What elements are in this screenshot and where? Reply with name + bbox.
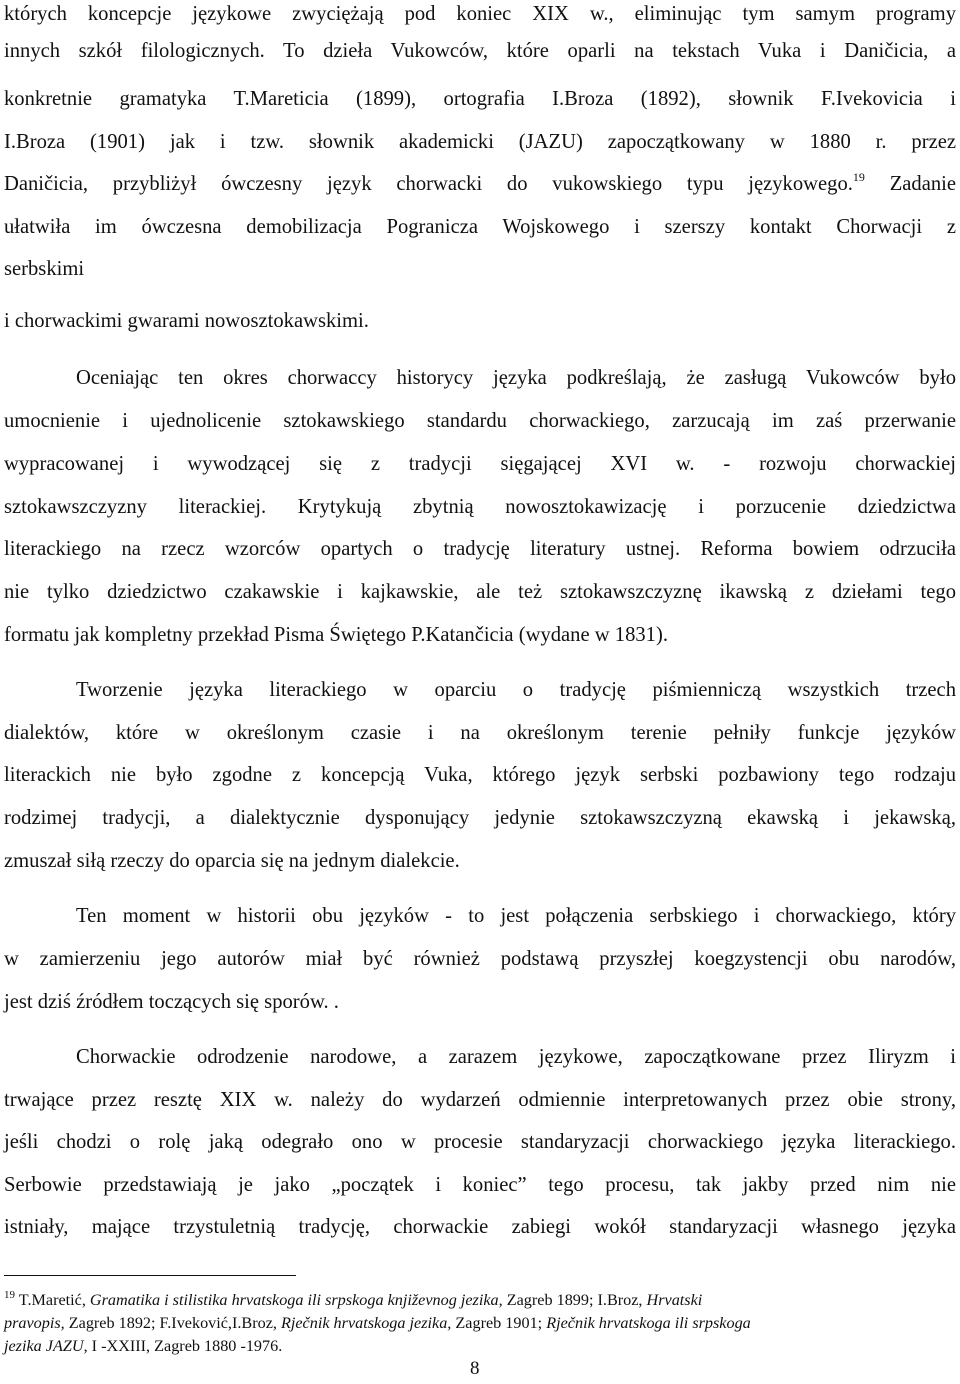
- body-line: Serbowie przedstawiają je jako „początek i koniec” tego procesu, tak jakby przed nim nie: [4, 1174, 956, 1196]
- body-line: trwające przez resztę XIX w. należy do wydarzeń odmiennie interpretowanych przez obie strony,: [4, 1089, 956, 1111]
- body-line: rodzimej tradycji, a dialektycznie dysponujący jedynie sztokawszczyzną ekawską i jekawską,: [4, 807, 956, 829]
- body-text: Zadanie: [864, 173, 957, 195]
- body-line: w zamierzeniu jego autorów miał być również podstawą przyszłej koegzystencji obu narodów,: [4, 948, 956, 970]
- footnote-title: pravopis,: [4, 1314, 65, 1332]
- body-line: istniały, mające trzystuletnią tradycję, chorwackie zabiegi wokół standaryzacji własnego języka: [4, 1216, 956, 1238]
- body-line: innych szkół filologicznych. To dzieła Vukowców, które oparli na tekstach Vuka i Daničicia, a: [4, 40, 956, 62]
- paragraph-first-line: Ten moment w historii obu języków - to jest połączenia serbskiego i chorwackiego, który: [76, 905, 956, 927]
- paragraph-first-line: Chorwackie odrodzenie narodowe, a zarazem językowe, zapoczątkowane przez Iliryzm i: [76, 1046, 956, 1068]
- footnote-text: T.Maretić,: [15, 1291, 90, 1309]
- page-number: 8: [470, 1358, 480, 1379]
- body-line: I.Broza (1901) jak i tzw. słownik akademicki (JAZU) zapoczątkowany w 1880 r. przez: [4, 131, 956, 153]
- body-line: serbskimi: [4, 258, 85, 280]
- body-line: dialektów, które w określonym czasie i na określonym terenie pełniły funkcje języków: [4, 722, 956, 744]
- footnote-text: , I -XXIII, Zagreb 1880 -1976.: [83, 1337, 283, 1355]
- footnote-line: [4, 1290, 702, 1310]
- footnote-title: Rječnik hrvatskoga jezika,: [280, 1314, 452, 1332]
- footnote-text: Zagreb 1901;: [451, 1314, 547, 1332]
- body-line: których koncepcje językowe zwyciężają pod koniec XIX w., eliminując tym samym programy: [4, 3, 956, 25]
- footnote-number: 19: [4, 1289, 15, 1301]
- footnote-reference: 19: [852, 170, 865, 184]
- body-line: jeśli chodzi o rolę jaką odegrało ono w procesie standaryzacji chorwackiego języka literackiego.: [4, 1131, 956, 1153]
- body-line: i chorwackimi gwarami nowosztokawskimi.: [4, 310, 369, 332]
- body-line: konkretnie gramatyka T.Mareticia (1899), ortografia I.Broza (1892), słownik F.Ivekovicia i: [4, 88, 956, 110]
- paragraph-first-line: Tworzenie języka literackiego w oparciu o tradycję piśmienniczą wszystkich trzech: [76, 679, 956, 701]
- body-line: jest dziś źródłem toczących się sporów. .: [4, 991, 339, 1013]
- footnote-title: Hrvatski: [646, 1291, 703, 1309]
- body-line: sztokawszczyzny literackiej. Krytykują zbytnią nowosztokawizację i porzucenie dziedzictwa: [4, 496, 956, 518]
- footnote-title: jezika JAZU: [4, 1337, 84, 1355]
- body-line: ułatwiła im ówczesna demobilizacja Pogranicza Wojskowego i szerszy kontakt Chorwacji z: [4, 216, 956, 238]
- footnote-text: Zagreb 1892; F.Iveković,I.Broz,: [64, 1314, 281, 1332]
- footnote-text: Zagreb 1899; I.Broz,: [502, 1291, 647, 1309]
- footnote-separator: [4, 1275, 296, 1276]
- footnote-title: Gramatika i stilistika hrvatskoga ili srpskoga književnog jezika,: [89, 1291, 503, 1309]
- body-line: nie tylko dziedzictwo czakawskie i kajkawskie, ale też sztokawszczyznę ikawską z dziełami tego: [4, 581, 956, 603]
- body-line: umocnienie i ujednolicenie sztokawskiego standardu chorwackiego, zarzucają im zaś przerwanie: [4, 410, 956, 432]
- body-line: literackich nie było zgodne z koncepcją Vuka, którego język serbski pozbawiony tego rodzaju: [4, 764, 956, 786]
- body-line-with-footnote-ref: [4, 171, 956, 197]
- footnote-line: [4, 1313, 751, 1333]
- body-line: wypracowanej i wywodzącej się z tradycji sięgającej XVI w. - rozwoju chorwackiej: [4, 453, 956, 475]
- footnote-line: [4, 1336, 282, 1356]
- body-text: Daničicia, przybliżył ówczesny język chorwacki do vukowskiego typu językowego.: [4, 173, 853, 195]
- body-line: literackiego na rzecz wzorców opartych o tradycję literatury ustnej. Reforma bowiem odrzuciła: [4, 538, 956, 560]
- body-line: formatu jak kompletny przekład Pisma Świętego P.Katančicia (wydane w 1831).: [4, 624, 668, 646]
- paragraph-first-line: Oceniając ten okres chorwaccy historycy języka podkreślają, że zasługą Vukowców było: [76, 367, 956, 389]
- body-line: zmuszał siłą rzeczy do oparcia się na jednym dialekcie.: [4, 850, 460, 872]
- footnote-title: Rječnik hrvatskoga ili srpskoga: [546, 1314, 751, 1332]
